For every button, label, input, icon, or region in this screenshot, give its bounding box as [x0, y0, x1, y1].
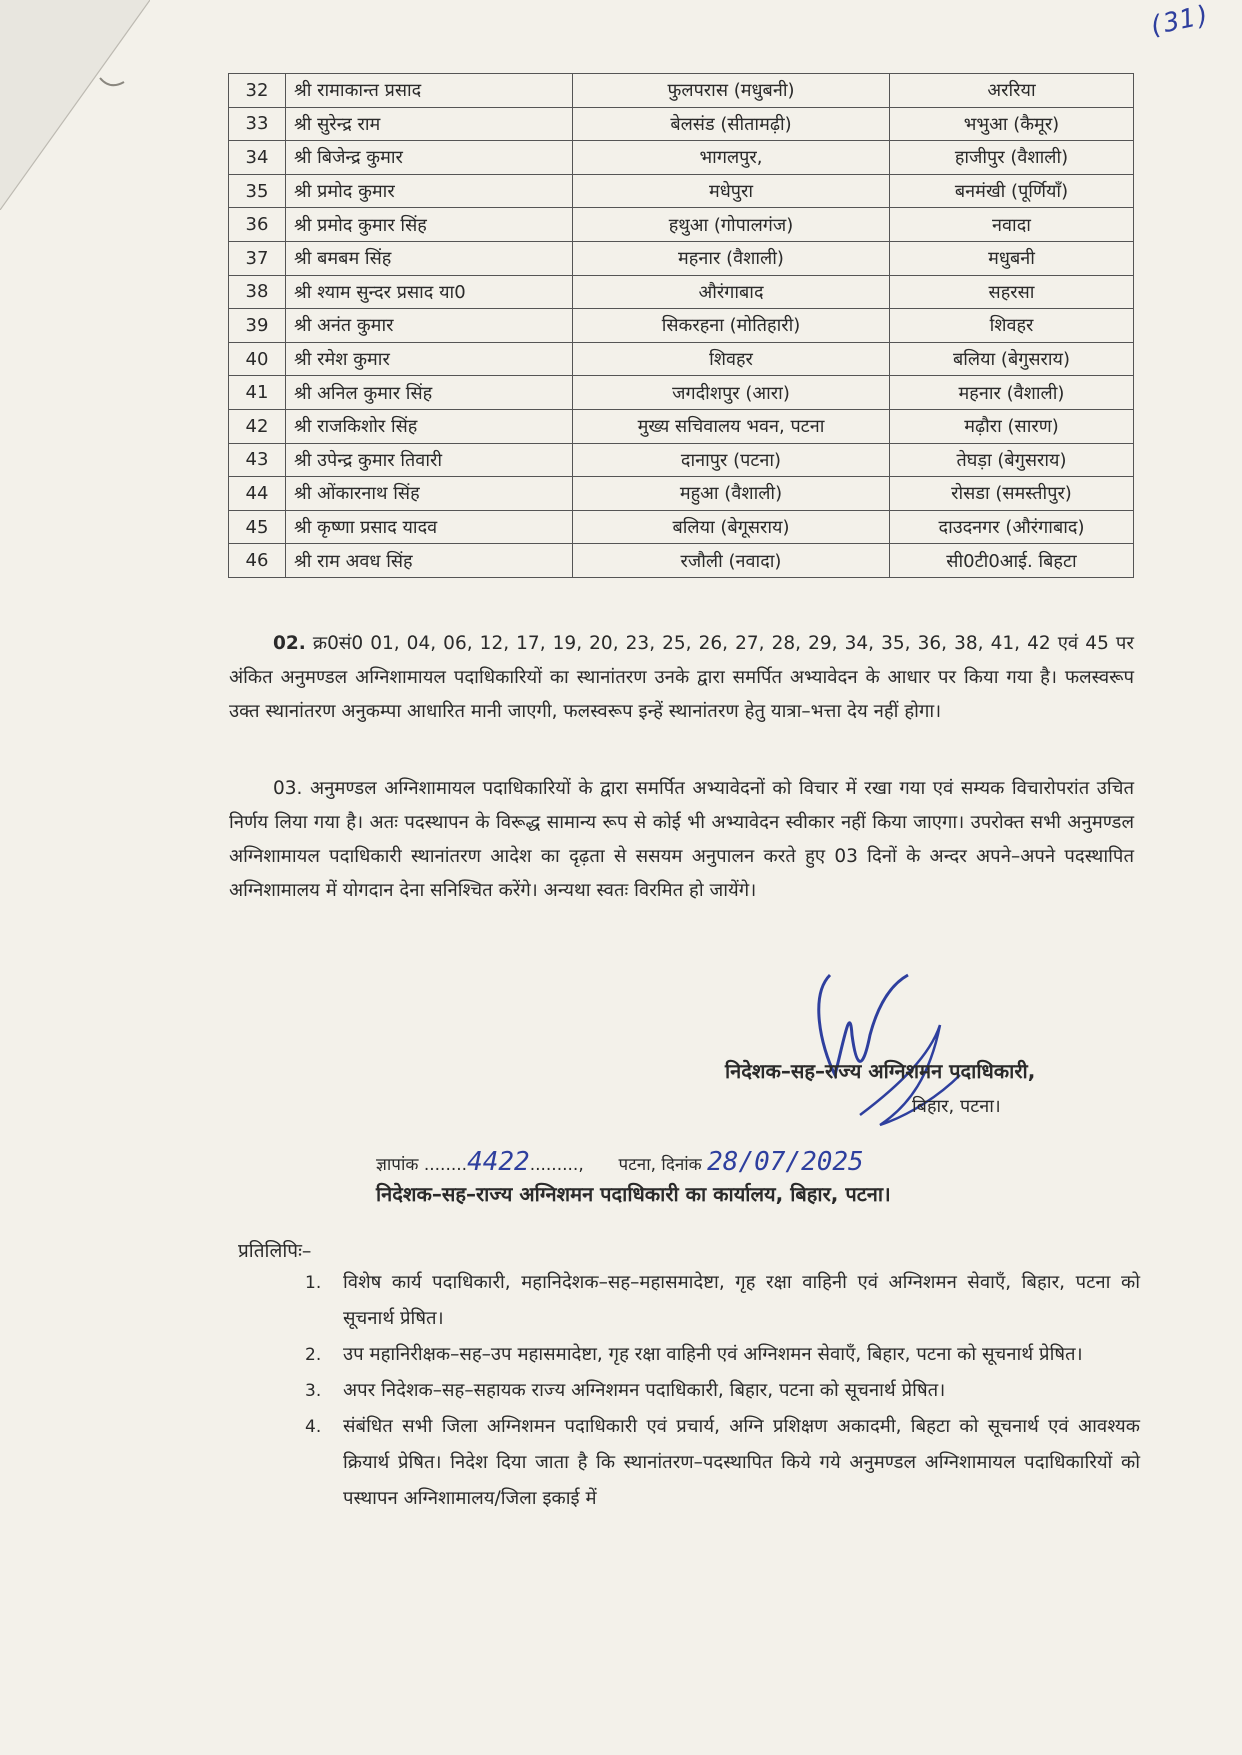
page-number-mark: (31) [1145, 0, 1214, 43]
list-item-number: 1. [305, 1273, 322, 1293]
memo-place-date-label: पटना, दिनांक [618, 1155, 702, 1175]
officer-name-cell: श्री उपेन्द्र कुमार तिवारी [286, 443, 573, 477]
current-posting-cell: भागलपुर, [573, 141, 890, 175]
signatory-title: निदेशक–सह–राज्य अग्निशमन पदाधिकारी, [725, 1059, 1036, 1083]
memo-dots-1: ........ [423, 1155, 468, 1175]
officer-name-cell: श्री राजकिशोर सिंह [286, 409, 573, 443]
list-item-text: उप महानिरीक्षक–सह–उप महासमादेष्टा, गृह रक्षा वाहिनी एवं अग्निशमन सेवाएँ, बिहार, पटना को सूचनार्थ प्रेषित। [343, 1344, 1083, 1365]
serial-number-cell: 46 [229, 544, 286, 578]
table-row [229, 443, 1134, 477]
new-posting-cell: नवादा [890, 208, 1134, 242]
paragraph-03 [229, 772, 1134, 908]
officer-name-cell: श्री ओंकारनाथ सिंह [286, 477, 573, 511]
officer-name-cell: श्री सुरेन्द्र राम [286, 107, 573, 141]
new-posting-cell: मधुबनी [890, 241, 1134, 275]
current-posting-cell: बेलसंड (सीतामढ़ी) [573, 107, 890, 141]
paragraph-02-text: क्र0सं0 01, 04, 06, 12, 17, 19, 20, 23, 25, 26, 27, 28, 29, 34, 35, 36, 38, 41, 42 एवं 45 पर अंकित अनुमण्डल अग्निशामायल पदाधिकारियों का स्थानांतरण उनके द्वारा समर्पित अभ्यावेदन के आधार पर किया गया है। फलस्वरूप उक्त स्थानांतरण अनुकम्पा आधारित मानी जाएगी, फलस्वरूप इन्हें स्थानांतरण हेतु यात्रा–भत्ता देय नहीं होगा। [229, 633, 1134, 722]
list-item [305, 1337, 1140, 1373]
current-posting-cell: फुलपरास (मधुबनी) [573, 74, 890, 108]
table-row [229, 74, 1134, 108]
serial-number-cell: 40 [229, 342, 286, 376]
new-posting-cell: महनार (वैशाली) [890, 376, 1134, 410]
table-row [229, 510, 1134, 544]
new-posting-cell: मढ़ौरा (सारण) [890, 409, 1134, 443]
current-posting-cell: रजौली (नवादा) [573, 544, 890, 578]
serial-number-cell: 43 [229, 443, 286, 477]
list-item-text: संबंधित सभी जिला अग्निशमन पदाधिकारी एवं प्रचार्य, अग्नि प्रशिक्षण अकादमी, बिहटा को सूचनार्थ एवं आवश्यक क्रियार्थ प्रेषित। निदेश दिया जाता है कि स्थानांतरण–पदस्थापित किये गये अनुमण्डल अग्निशामायल पदाधिकारियों को पस्थापन अग्निशामालय/जिला इकाई में [343, 1416, 1140, 1509]
serial-number-cell: 35 [229, 174, 286, 208]
list-item-number: 3. [305, 1381, 322, 1401]
officer-name-cell: श्री बमबम सिंह [286, 241, 573, 275]
current-posting-cell: दानापुर (पटना) [573, 443, 890, 477]
current-posting-cell: महनार (वैशाली) [573, 241, 890, 275]
serial-number-cell: 33 [229, 107, 286, 141]
serial-number-cell: 36 [229, 208, 286, 242]
serial-number-cell: 32 [229, 74, 286, 108]
current-posting-cell: शिवहर [573, 342, 890, 376]
new-posting-cell: सहरसा [890, 275, 1134, 309]
current-posting-cell: सिकरहना (मोतिहारी) [573, 309, 890, 343]
new-posting-cell: सी0टी0आई. बिहटा [890, 544, 1134, 578]
officer-name-cell: श्री प्रमोद कुमार [286, 174, 573, 208]
serial-number-cell: 37 [229, 241, 286, 275]
transfer-table [228, 73, 1134, 578]
new-posting-cell: तेघड़ा (बेगुसराय) [890, 443, 1134, 477]
current-posting-cell: जगदीशपुर (आरा) [573, 376, 890, 410]
serial-number-cell: 42 [229, 409, 286, 443]
table-row [229, 376, 1134, 410]
table-row [229, 208, 1134, 242]
list-item [305, 1265, 1140, 1337]
table-row [229, 342, 1134, 376]
memo-number: 4422 [467, 1147, 530, 1177]
officer-name-cell: श्री कृष्णा प्रसाद यादव [286, 510, 573, 544]
paragraph-02-number: 02. [273, 633, 306, 654]
serial-number-cell: 41 [229, 376, 286, 410]
list-item-text: विशेष कार्य पदाधिकारी, महानिदेशक–सह–महासमादेष्टा, गृह रक्षा वाहिनी एवं अग्निशमन सेवाएँ, बिहार, पटना को सूचनार्थ प्रेषित। [343, 1272, 1140, 1329]
serial-number-cell: 38 [229, 275, 286, 309]
officer-name-cell: श्री प्रमोद कुमार सिंह [286, 208, 573, 242]
memo-date: 28/07/2025 [707, 1147, 864, 1177]
office-line: निदेशक–सह–राज्य अग्निशमन पदाधिकारी का कार्यालय, बिहार, पटना। [376, 1182, 891, 1206]
paragraph-03-text: 03. अनुमण्डल अग्निशामायल पदाधिकारियों के द्वारा समर्पित अभ्यावेदनों को विचार में रखा गया एवं सम्यक विचारोपरांत उचित निर्णय लिया गया है। अतः पदस्थापन के विरूद्ध सामान्य रूप से कोई भी अभ्यावेदन स्वीकार नहीं किया जाएगा। उपरोक्त सभी अनुमण्डल अग्निशामायल पदाधिकारी स्थानांतरण आदेश का दृढ़ता से ससयम अनुपालन करते हुए 03 दिनों के अन्दर अपने–अपने पदस्थापित अग्निशामालय में योगदान देना सनिश्चित करेंगे। अन्यथा स्वतः विरमित हो जायेंगे। [229, 778, 1134, 901]
current-posting-cell: हथुआ (गोपालगंज) [573, 208, 890, 242]
table-row [229, 141, 1134, 175]
list-item [305, 1409, 1140, 1517]
officer-name-cell: श्री अनिल कुमार सिंह [286, 376, 573, 410]
paragraph-02 [229, 627, 1134, 729]
officer-name-cell: श्री श्याम सुन्दर प्रसाद या0 [286, 275, 573, 309]
list-item [305, 1373, 1140, 1409]
new-posting-cell: भभुआ (कैमूर) [890, 107, 1134, 141]
new-posting-cell: दाउदनगर (औरंगाबाद) [890, 510, 1134, 544]
current-posting-cell: महुआ (वैशाली) [573, 477, 890, 511]
current-posting-cell: मधेपुरा [573, 174, 890, 208]
new-posting-cell: अररिया [890, 74, 1134, 108]
list-item-text: अपर निदेशक–सह–सहायक राज्य अग्निशमन पदाधिकारी, बिहार, पटना को सूचनार्थ प्रेषित। [343, 1380, 946, 1401]
new-posting-cell: हाजीपुर (वैशाली) [890, 141, 1134, 175]
current-posting-cell: मुख्य सचिवालय भवन, पटना [573, 409, 890, 443]
officer-name-cell: श्री बिजेन्द्र कुमार [286, 141, 573, 175]
page-fold-corner [0, 0, 150, 210]
serial-number-cell: 44 [229, 477, 286, 511]
list-item-number: 4. [305, 1417, 322, 1437]
serial-number-cell: 39 [229, 309, 286, 343]
officer-name-cell: श्री रामाकान्त प्रसाद [286, 74, 573, 108]
memo-label: ज्ञापांक [376, 1155, 419, 1175]
table-row [229, 107, 1134, 141]
table-row [229, 275, 1134, 309]
transfer-table-body [229, 74, 1134, 578]
new-posting-cell: रोसडा (समस्तीपुर) [890, 477, 1134, 511]
copy-to-list [305, 1265, 1140, 1517]
memo-dots-2: ........., [529, 1155, 584, 1175]
new-posting-cell: शिवहर [890, 309, 1134, 343]
current-posting-cell: बलिया (बेगूसराय) [573, 510, 890, 544]
table-row [229, 477, 1134, 511]
new-posting-cell: बनमंखी (पूर्णियाँ) [890, 174, 1134, 208]
list-item-number: 2. [305, 1345, 322, 1365]
table-row [229, 409, 1134, 443]
serial-number-cell: 34 [229, 141, 286, 175]
copy-to-heading: प्रतिलिपिः– [238, 1240, 312, 1262]
serial-number-cell: 45 [229, 510, 286, 544]
table-row [229, 309, 1134, 343]
officer-name-cell: श्री अनंत कुमार [286, 309, 573, 343]
table-row [229, 241, 1134, 275]
new-posting-cell: बलिया (बेगुसराय) [890, 342, 1134, 376]
officer-name-cell: श्री राम अवध सिंह [286, 544, 573, 578]
current-posting-cell: औरंगाबाद [573, 275, 890, 309]
memo-line [376, 1147, 864, 1177]
officer-name-cell: श्री रमेश कुमार [286, 342, 573, 376]
table-row [229, 174, 1134, 208]
signatory-place: बिहार, पटना। [912, 1096, 1001, 1117]
table-row [229, 544, 1134, 578]
